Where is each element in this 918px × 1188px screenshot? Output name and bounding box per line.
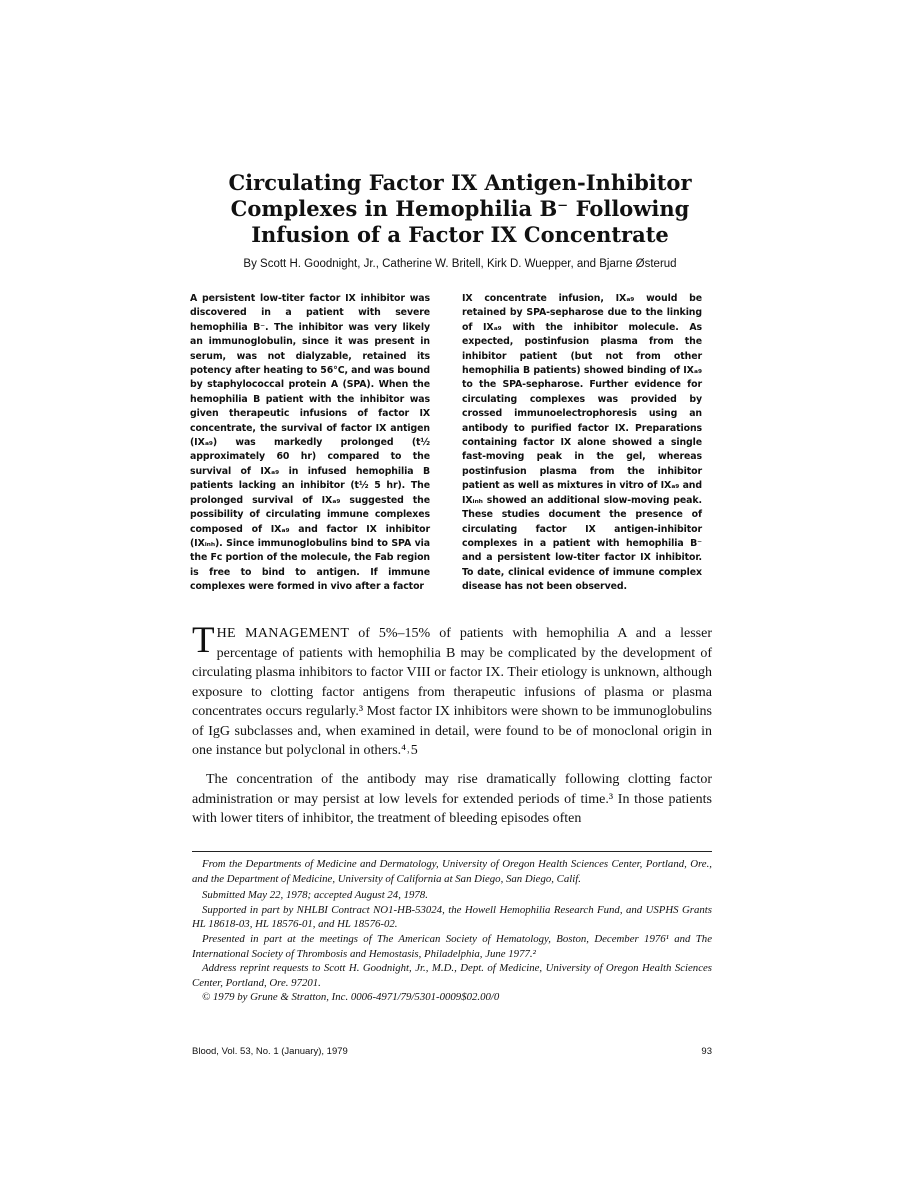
- footnote-divider: [192, 851, 712, 852]
- abstract-column-right: IX concentrate infusion, IXₐ₉ would be retained by SPA-sepharose due to the linking of IXₐ₉ with the inhibitor molecule. As expected, postinfusion plasma from the inhibitor patient (but not from other hemophilia B patients) showed binding of IXₐ₉ to the SPA-sepharose. Further evidence for circulating complexes was provided by crossed immunoelectrophoresis using an antibody to purified factor IX. Preparations containing factor IX alone showed a single fast-moving peak in the gel, whereas postinfusion plasma from the inhibitor patient as well as mixtures in vitro of IXₐ₉ and IXᵢₙₕ showed an additional slow-moving peak. These studies document the presence of circulating factor IX antigen-inhibitor complexes in a patient with hemophilia B⁻ and a persistent low-titer factor IX inhibitor. To date, clinical evidence of immune complex disease has not been observed.: [462, 293, 702, 593]
- title-line-1: Circulating Factor IX Antigen-Inhibitor: [228, 170, 692, 195]
- abstract-column-left: A persistent low-titer factor IX inhibitor was discovered in a patient with severe hemophilia B⁻. The inhibitor was very likely an immunoglobulin, since it was present in serum, was not dialyzable, retained its potency after heating to 56°C, and was bound by staphylococcal protein A (SPA). When the hemophilia B patient with the inhibitor was given therapeutic infusions of factor IX concentrate, the survival of factor IX antigen (IXₐ₉) was markedly prolonged (t½ approximately 60 hr) compared to the survival of IXₐ₉ in infused hemophilia B patients lacking an inhibitor (t½ 5 hr). The prolonged survival of IXₐ₉ suggested the possibility of circulating immune complexes composed of IXₐ₉ and factor IX inhibitor (IXᵢₙₕ). Since immunoglobulins bind to SPA via the Fc portion of the molecule, the Fab region is free to bind to antigen. If immune complexes were formed in vivo after a factor: [190, 293, 430, 593]
- footnote-support: Supported in part by NHLBI Contract NO1-HB-53024, the Howell Hemophilia Research Fund, and USPHS Grants HL 18618-03, HL 18576-01, and HL 18576-02.: [192, 903, 712, 931]
- opening-caps: HE MANAGEMENT: [216, 626, 350, 641]
- body-paragraph-2: The concentration of the antibody may rise dramatically following clotting factor administration or may persist at low levels for extended periods of time.³ In those patients with lower titers of inhibitor, the treatment of bleeding episodes often: [192, 772, 712, 826]
- title-line-2: Complexes in Hemophilia B⁻ Following: [230, 196, 690, 221]
- footnote-copyright: © 1979 by Grune & Stratton, Inc. 0006-4971/79/5301-0009$02.00/0: [202, 991, 500, 1004]
- body-paragraph-1: [192, 620, 712, 761]
- title-line-3: Infusion of a Factor IX Concentrate: [251, 222, 669, 247]
- drop-cap: T: [192, 620, 215, 661]
- footnote-affiliation: From the Departments of Medicine and Dermatology, University of Oregon Health Sciences Center, Portland, Ore., and the Department of Medicine, University of California at San Diego, San Diego, Calif.: [192, 858, 712, 885]
- footnote-presented: Presented in part at the meetings of The American Society of Hematology, Boston, December 1976¹ and The International Society of Thrombosis and Hemostasis, Philadelphia, June 1977.²: [192, 932, 712, 960]
- footnotes: [192, 857, 712, 1005]
- page-number: 93: [701, 1046, 712, 1057]
- footnote-submitted: Submitted May 22, 1978; accepted August 24, 1978.: [202, 889, 428, 902]
- article-title: [130, 170, 790, 248]
- paragraph-1-text: of 5%–15% of patients with hemophilia A and a lesser percentage of patients with hemophilia B may be complicated by the development of circulating plasma inhibitors to factor VIII or factor IX. Their etiology is unknown, although exposure to clotting factor antigens from therapeutic infusions of plasma or plasma concentrates occurs regularly.³ Most factor IX inhibitors were shown to be immunoglobulins of IgG subclasses and, when examined in detail, were found to be of monoclonal origin in one instance but polyclonal in others.⁴˒5: [192, 626, 712, 758]
- author-line: By Scott H. Goodnight, Jr., Catherine W. Britell, Kirk D. Wuepper, and Bjarne Østerud: [243, 258, 677, 270]
- journal-citation: Blood, Vol. 53, No. 1 (January), 1979: [192, 1046, 348, 1057]
- footnote-address: Address reprint requests to Scott H. Goodnight, Jr., M.D., Dept. of Medicine, University of Oregon Health Sciences Center, Portland, Ore. 97201.: [192, 962, 712, 989]
